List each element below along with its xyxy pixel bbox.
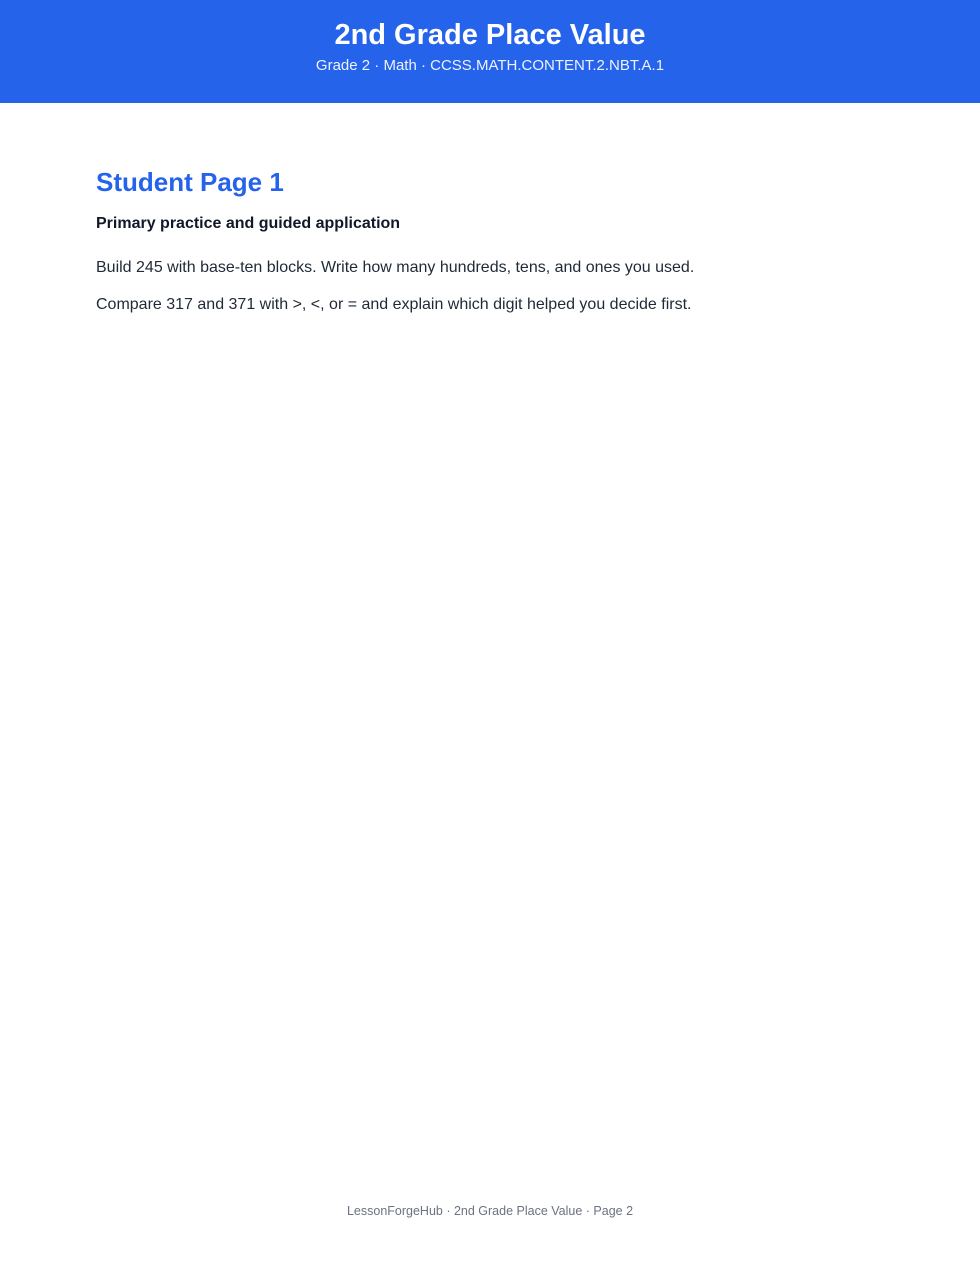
document-subtitle: Grade 2 · Math · CCSS.MATH.CONTENT.2.NBT.A.1: [315, 57, 665, 74]
task-item: Build 245 with base-ten blocks. Write how many hundreds, tens, and ones you used.: [96, 259, 695, 276]
page-footer: LessonForgeHub · 2nd Grade Place Value · Page 2: [346, 1204, 634, 1218]
section-subtitle: Primary practice and guided application: [96, 215, 401, 232]
document-title: 2nd Grade Place Value: [334, 19, 646, 51]
task-item: Compare 317 and 371 with >, <, or = and explain which digit helped you decide first.: [96, 296, 692, 313]
section-title: Student Page 1: [96, 167, 284, 197]
page-header: [0, 0, 980, 103]
